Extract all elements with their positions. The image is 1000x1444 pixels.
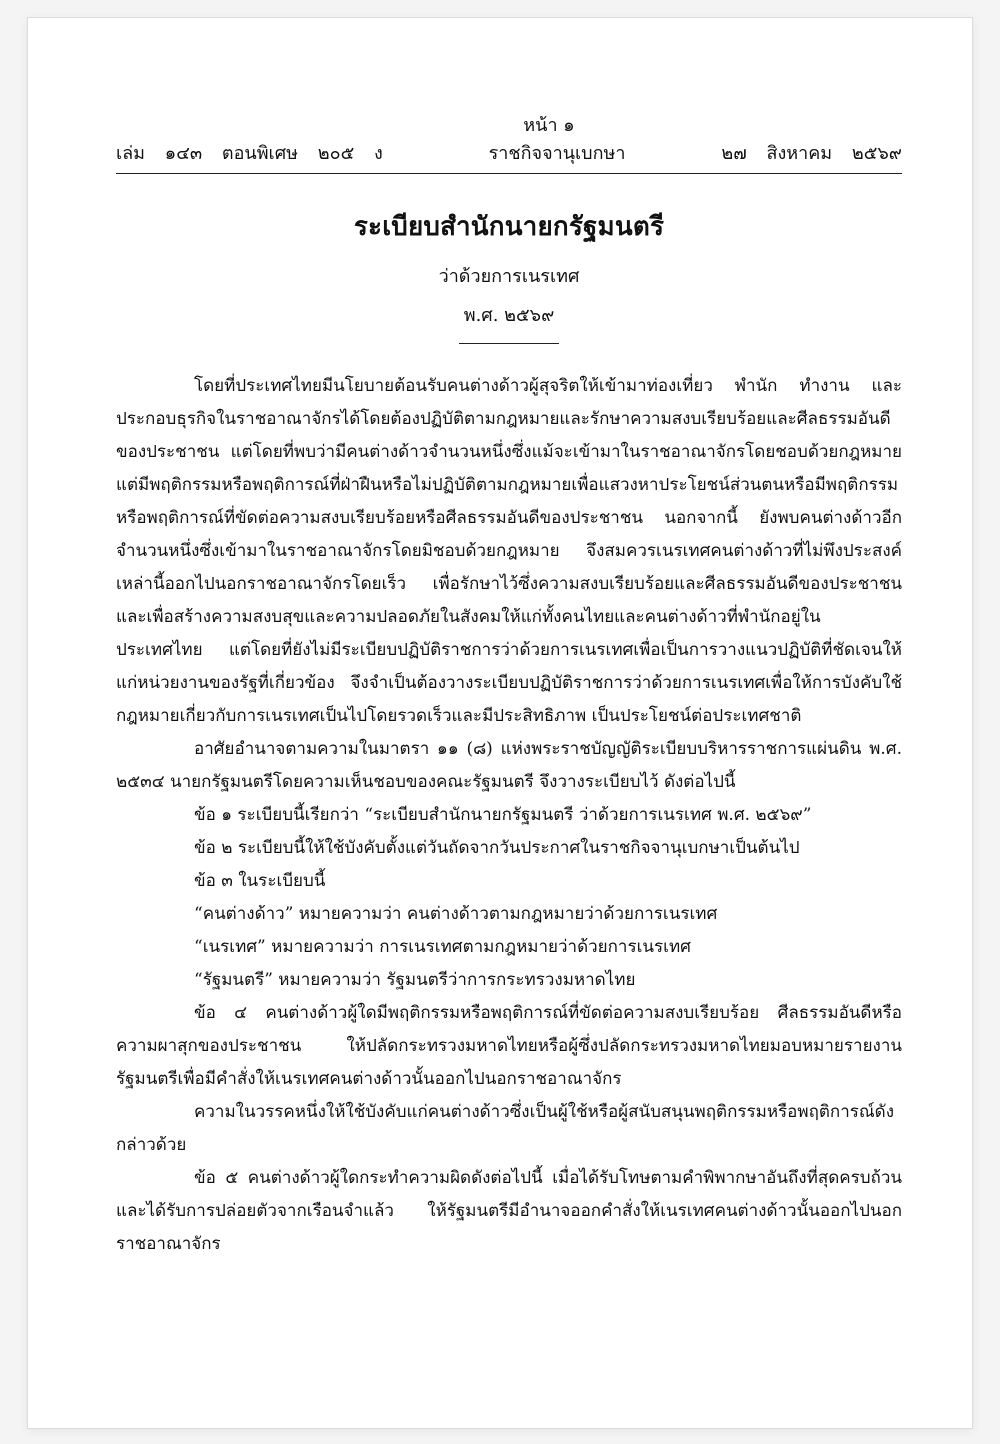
gazette-name: ราชกิจจานุเบกษา: [488, 143, 626, 164]
document-title: ระเบียบสำนักนายกรัฐมนตรี: [353, 212, 665, 242]
clause-5: ข้อ ๕ คนต่างด้าวผู้ใดกระทำความผิดดังต่อไปนี้ เมื่อได้รับโทษตามคำพิพากษาอันถึงที่สุดครบถ้วนและได้รับการปล่อยตัวจากเรือนจำแล้ว ให้รัฐมนตรีมีอำนาจออกคำสั่งให้เนรเทศคนต่างด้าวนั้นออกไปนอกราชอาณาจักร: [116, 1168, 902, 1254]
document-year: พ.ศ. ๒๕๖๙: [463, 305, 555, 326]
volume-label: เล่ม: [116, 143, 146, 164]
document-content: [116, 110, 902, 1261]
clause-4: ข้อ ๔ คนต่างด้าวผู้ใดมีพฤติกรรมหรือพฤติการณ์ที่ขัดต่อความสงบเรียบร้อย ศีลธรรมอันดีหรือความผาสุกของประชาชน ให้ปลัดกระทรวงมหาดไทยหรือผู้ซึ่งปลัดกระทรวงมหาดไทยมอบหมายรายงานรัฐมนตรีเพื่อมีคำสั่งให้เนรเทศคนต่างด้าวนั้นออกไปนอกราชอาณาจักร: [116, 1003, 902, 1089]
clause-1: ข้อ ๑ ระเบียบนี้เรียกว่า “ระเบียบสำนักนายกรัฐมนตรี ว่าด้วยการเนรเทศ พ.ศ. ๒๕๖๙”: [194, 805, 812, 825]
authority-paragraph: อาศัยอำนาจตามความในมาตรา ๑๑ (๘) แห่งพระราชบัญญัติระเบียบบริหารราชการแผ่นดิน พ.ศ. ๒๕๓๔ นายกรัฐมนตรีโดยความเห็นชอบของคณะรัฐมนตรี จึงวางระเบียบไว้ ดังต่อไปนี้: [116, 739, 902, 792]
gazette-header: [116, 138, 902, 174]
issue-number: ๒๐๕: [317, 143, 355, 164]
definition-alien: “คนต่างด้าว” หมายความว่า คนต่างด้าวตามกฎหมายว่าด้วยการเนรเทศ: [194, 904, 718, 924]
date-month: สิงหาคม: [766, 143, 833, 164]
title-block: [116, 206, 902, 344]
clause-2: ข้อ ๒ ระเบียบนี้ให้ใช้บังคับตั้งแต่วันถัดจากวันประกาศในราชกิจจานุเบกษาเป็นต้นไป: [194, 838, 800, 858]
page-number: หน้า ๑: [523, 115, 575, 136]
issue-label: ตอนพิเศษ: [221, 143, 299, 164]
document-body: [116, 370, 902, 1261]
clause-3: ข้อ ๓ ในระเบียบนี้: [194, 871, 326, 891]
definition-minister: “รัฐมนตรี” หมายความว่า รัฐมนตรีว่าการกระทรวงมหาดไทย: [194, 970, 636, 990]
publication-date: [707, 138, 902, 167]
date-year: ๒๕๖๙: [851, 143, 902, 164]
document-page: [28, 18, 972, 1428]
issue-letter: ง: [373, 143, 383, 164]
document-subtitle: ว่าด้วยการเนรเทศ: [438, 266, 580, 287]
definition-deport: “เนรเทศ” หมายความว่า การเนรเทศตามกฎหมายว่าด้วยการเนรเทศ: [194, 937, 691, 957]
volume-issue: [116, 138, 397, 167]
date-day: ๒๗: [721, 143, 747, 164]
volume-number: ๑๔๓: [164, 143, 203, 164]
clause-4-paragraph-2: ความในวรรคหนึ่งให้ใช้บังคับแก่คนต่างด้าวซึ่งเป็นผู้ใช้หรือผู้สนับสนุนพฤติกรรมหรือพฤติการณ์ดังกล่าวด้วย: [116, 1102, 895, 1155]
title-divider: [459, 343, 559, 344]
preamble-paragraph: โดยที่ประเทศไทยมีนโยบายต้อนรับคนต่างด้าวผู้สุจริตให้เข้ามาท่องเที่ยว พำนัก ทำงาน และประกอบธุรกิจในราชอาณาจักรได้โดยต้องปฏิบัติตามกฎหมายและรักษาความสงบเรียบร้อยและศีลธรรมอันดีของประชาชน แต่โดยที่พบว่ามีคนต่างด้าวจำนวนหนึ่งซึ่งแม้จะเข้ามาในราชอาณาจักรโดยชอบด้วยกฎหมาย แต่มีพฤติกรรมหรือพฤติการณ์ที่ฝ่าฝืนหรือไม่ปฏิบัติตามกฎหมายเพื่อแสวงหาประโยชน์ส่วนตนหรือมีพฤติกรรมหรือพฤติการณ์ที่ขัดต่อความสงบเรียบร้อยหรือศีลธรรมอันดีของประชาชน นอกจากนี้ ยังพบคนต่างด้าวอีกจำนวนหนึ่งซึ่งเข้ามาในราชอาณาจักรโดยมิชอบด้วยกฎหมาย จึงสมควรเนรเทศคนต่างด้าวที่ไม่พึงประสงค์เหล่านี้ออกไปนอกราชอาณาจักรโดยเร็ว เพื่อรักษาไว้ซึ่งความสงบเรียบร้อยและศีลธรรมอันดีของประชาชน และเพื่อสร้างความสงบสุขและความปลอดภัยในสังคมให้แก่ทั้งคนไทยและคนต่างด้าวที่พำนักอยู่ในประเทศไทย แต่โดยที่ยังไม่มีระเบียบปฏิบัติราชการว่าด้วยการเนรเทศเพื่อเป็นการวางแนวปฏิบัติที่ชัดเจนให้แก่หน่วยงานของรัฐที่เกี่ยวข้อง จึงจำเป็นต้องวางระเบียบปฏิบัติราชการว่าด้วยการเนรเทศเพื่อให้การบังคับใช้กฎหมายเกี่ยวกับการเนรเทศเป็นไปโดยรวดเร็วและมีประสิทธิภาพ เป็นประโยชน์ต่อประเทศชาติ: [116, 376, 902, 726]
